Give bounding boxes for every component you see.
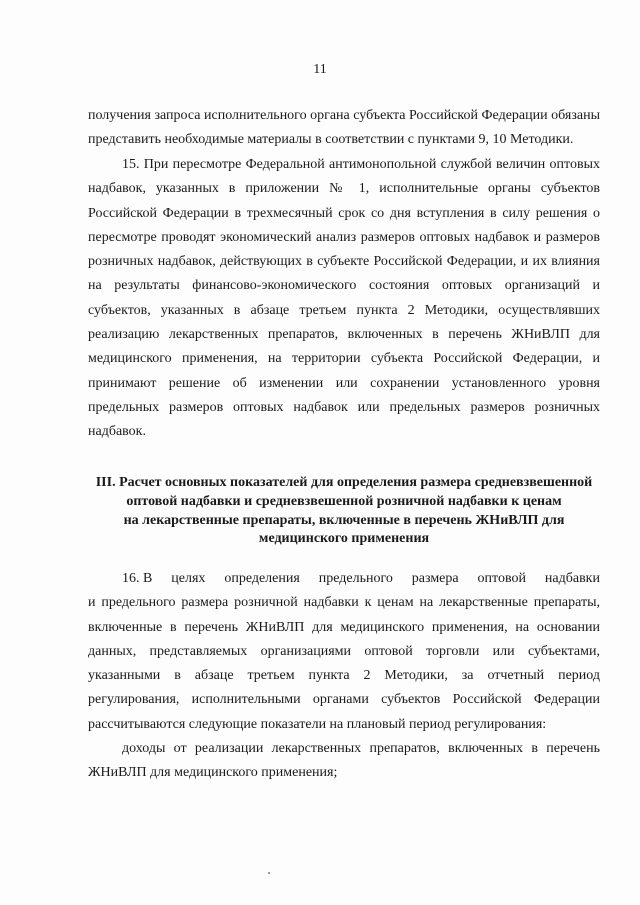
word: целях xyxy=(171,571,206,586)
paragraph-income: доходы от реализации лекарственных препаратов, включенных в перечень ЖНиВЛП для медицинского применения; xyxy=(88,741,600,781)
word: 16. В xyxy=(122,571,153,586)
scan-speck xyxy=(268,872,270,874)
section-heading-line-3: на лекарственные препараты, включенные в перечень ЖНиВЛП для xyxy=(123,512,565,528)
word: оптовой xyxy=(477,571,526,586)
word: предельного xyxy=(318,571,393,586)
section-heading-line-1: III. Расчет основных показателей для определения размера средневзвешенной xyxy=(95,475,593,490)
paragraph-16-first-line xyxy=(88,567,600,591)
paragraph-15: 15. При пересмотре Федеральной антимонопольной службой величин оптовых надбавок, указанных в приложении № 1, исполнительные органы субъектов Российской Федерации в трехмесячный срок со дня вступления в силу решения о пересмотре проводят экономический анализ размеров оптовых надбавок и размеров розничных надбавок, действующих в субъекте Российской Федерации, и их влияния на результаты финансово-экономического состояния оптовых организаций и субъектов, указанных в абзаце третьем пункта 2 Методики, осуществлявших реализацию лекарственных препаратов, включенных в перечень ЖНиВЛП для медицинского применения, на территории субъекта Российской Федерации, и принимают решение об изменении или сохранении установленного уровня предельных размеров оптовых надбавок или предельных размеров розничных надбавок. xyxy=(88,157,600,440)
section-heading-line-4: медицинского применения xyxy=(258,531,430,547)
paragraph-continuation: получения запроса исполнительного органа субъекта Российской Федерации обязаны представить необходимые материалы в соответствии с пунктами 9, 10 Методики. xyxy=(88,108,600,148)
page-number: 11 xyxy=(313,62,327,77)
paragraph-16-rest: и предельного размера розничной надбавки к ценам на лекарственные препараты, включенные в перечень ЖНиВЛП для медицинского применения, на основании данных, представляемых организациями оптовой торговли или субъектами, указанными в абзаце третьем пункта 2 Методики, за отчетный период регулирования, исполнительными органами субъектов Российской Федерации рассчитываются следующие показатели на плановый период регулирования: xyxy=(88,595,600,732)
paragraph-16 xyxy=(88,567,600,737)
word: размера xyxy=(411,571,459,586)
word: определения xyxy=(224,571,300,586)
word: надбавки xyxy=(544,571,600,586)
section-heading-line-2: оптовой надбавки и средневзвешенной розничной надбавки к ценам xyxy=(126,493,562,509)
section-heading xyxy=(88,474,600,549)
